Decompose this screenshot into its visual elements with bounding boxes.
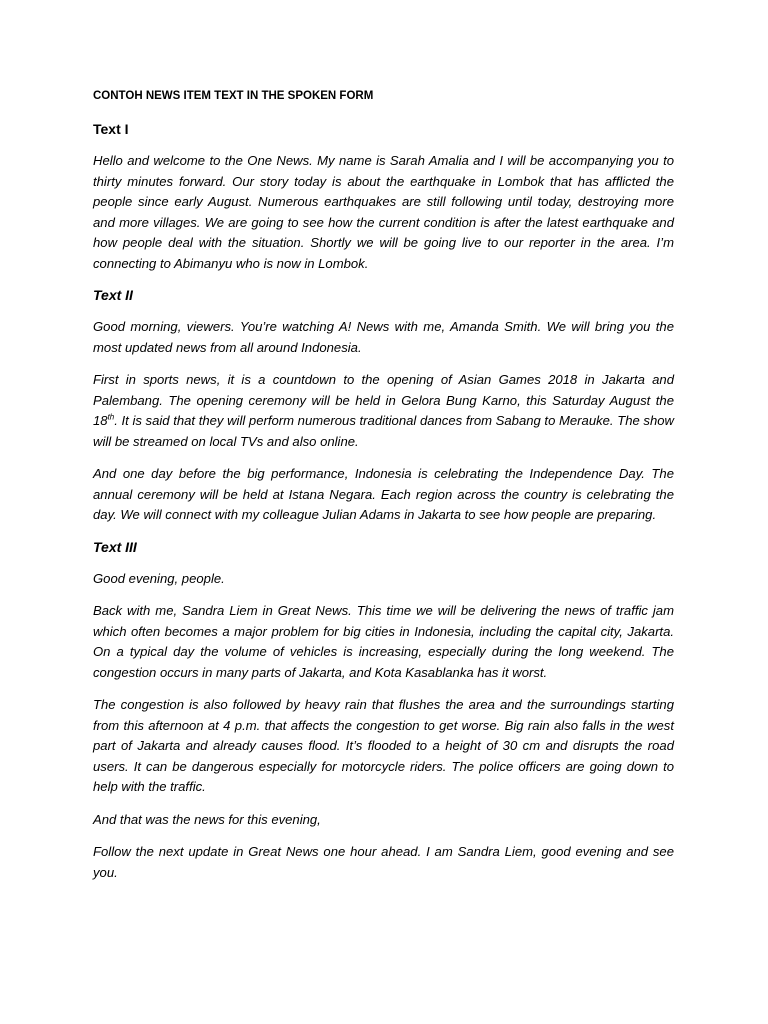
paragraph: Hello and welcome to the One News. My name is Sarah Amalia and I will be accompanying you to thirty minutes forward. Our story today is about the earthquake in Lombok that has afflicted the people since early August. Numerous earthquakes are still following until today, destroying more and more villages. We are going to see how the current condition is after the latest earthquake and how people deal with the situation. Shortly we will be going live to our reporter in the area. I’m connecting to Abimanyu who is now in Lombok. <box>93 153 674 271</box>
paragraph-text: First in sports news, it is a countdown to the opening of Asian Games 2018 in Jakarta and Palembang. The opening ceremony will be held in Gelora Bung Karno, this Saturday August the 18 <box>93 372 674 428</box>
paragraph: Follow the next update in Great News one hour ahead. I am Sandra Liem, good evening and see you. <box>93 844 674 880</box>
paragraph: And that was the news for this evening, <box>93 811 321 827</box>
section-heading-text-3: Text III <box>93 538 137 555</box>
ordinal-suffix: th <box>107 412 115 422</box>
paragraph: Good evening, people. <box>93 570 225 586</box>
paragraph <box>93 370 674 452</box>
paragraph: The congestion is also followed by heavy rain that flushes the area and the surroundings starting from this afternoon at 4 p.m. that affects the congestion to get worse. Big rain also falls in the west part of Jakarta and already causes flood. It’s flooded to a height of 30 cm and disrupts the road users. It can be dangerous especially for motorcycle riders. The police officers are going down to help with the traffic. <box>93 697 674 794</box>
document-page <box>93 88 674 895</box>
paragraph-text: . It is said that they will perform numerous traditional dances from Sabang to Merauke. The show will be streamed on local TVs and also online. <box>93 413 674 449</box>
section-heading-text-1: Text I <box>93 121 129 137</box>
paragraph: Back with me, Sandra Liem in Great News. This time we will be delivering the news of traffic jam which often becomes a major problem for big cities in Indonesia, including the capital city, Jakarta. On a typical day the volume of vehicles is increasing, especially during the long weekend. The congestion occurs in many parts of Jakarta, and Kota Kasablanka has it worst. <box>93 603 674 680</box>
section-heading-text-2: Text II <box>93 287 133 303</box>
document-title: CONTOH NEWS ITEM TEXT IN THE SPOKEN FORM <box>93 90 374 102</box>
paragraph: Good morning, viewers. You’re watching A! News with me, Amanda Smith. We will bring you the most updated news from all around Indonesia. <box>93 319 674 355</box>
paragraph: And one day before the big performance, Indonesia is celebrating the Independence Day. The annual ceremony will be held at Istana Negara. Each region across the country is celebrating the day. We will connect with my colleague Julian Adams in Jakarta to see how people are preparing. <box>93 466 674 522</box>
